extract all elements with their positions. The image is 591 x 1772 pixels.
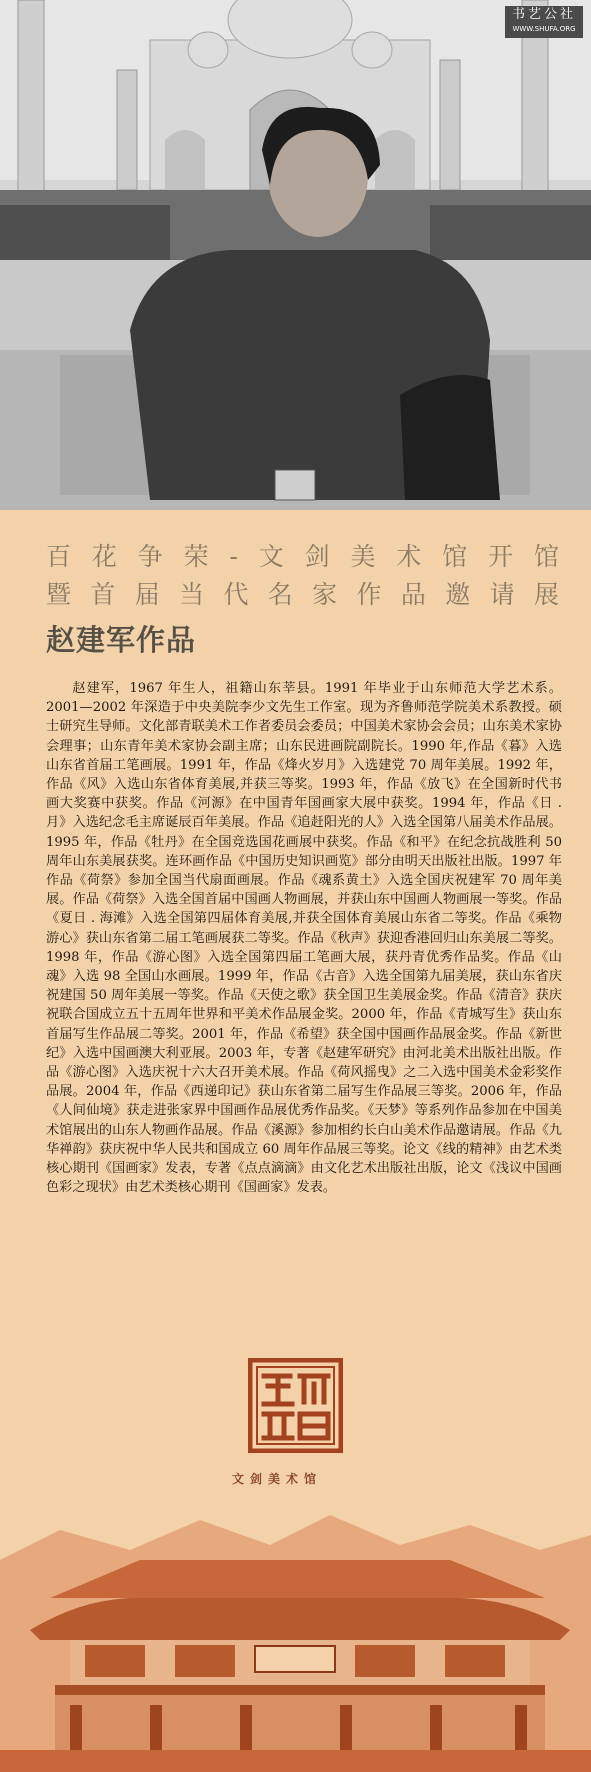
seal-caption: 文剑美术馆	[232, 1472, 323, 1486]
exhibition-heading	[46, 538, 561, 614]
museum-building-illustration	[0, 1490, 591, 1772]
artist-biography: 赵建军，1967 年生人，祖籍山东莘县。1991 年毕业于山东师范大学艺术系。2001—2002 年深造于中央美院李少文先生工作室。现为齐鲁师范学院美术系教授。硕士研究生导师。文化部青联美术工作者委员会委员；中国美术家协会会员；山东美术家协会理事；山东青年美术家协会副主席；山东民进画院副院长。1990 年,作品《暮》入选山东省首届工笔画展。1991 年，作品《烽火岁月》入选建党 70 周年美展。1992 年，作品《风》入选山东省体育美展,并获三等奖。1993 年，作品《放飞》在全国新时代书画大奖赛中获奖。作品《河源》在中国青年国画家大展中获奖。1994 年，作品《日 . 月》入选纪念毛主席诞辰百年美展。作品《追赶阳光的人》入选全国第八届美术作品展。1995 年，作品《牡丹》在全国竞选国花画展中获奖。作品《和平》在纪念抗战胜利 50 周年山东美展获奖。连环画作品《中国历史知识画览》部分由明天出版社出版。1997 年作品《荷祭》参加全国当代扇面画展。作品《魂系黄土》入选全国庆祝建军 70 周年美展。作品《荷祭》入选全国首届中国画人物画展，并获山东中国画人物画展一等奖。作品《夏日 . 海滩》入选全国第四届体育美展,并获全国体育美展山东省二等奖。作品《乘物游心》获山东省第二届工笔画展获二等奖。作品《秋声》获迎香港回归山东美展二等奖。1998 年，作品《游心图》入选全国第四届工笔画大展，获丹青优秀作品奖。作品《山魂》入选 98 全国山水画展。1999 年，作品《古音》入选全国第九届美展，获山东省庆祝建国 50 周年美展一等奖。作品《天使之歌》获全国卫生美展金奖。作品《清音》获庆祝联合国成立五十五周年世界和平美术作品展金奖。2000 年，作品《青城写生》获山东首届写生作品展二等奖。2001 年，作品《希望》获全国中国画作品展金奖。作品《新世纪》入选中国画澳大利亚展。2003 年，专著《赵建军研究》由河北美术出版社出版。作品《游心图》入选庆祝十六大召开美术展。作品《荷风摇曳》之二入选中国美术金彩奖作品展。2004 年，作品《西递印记》获山东省第二届写生作品展三等奖。2006 年，作品《人间仙境》获走进张家界中国画作品展优秀作品奖。《天梦》等系列作品参加在中国美术馆展出的山东人物画作品展。作品《溪源》参加相约长白山美术作品邀请展。作品《九华禅韵》获庆祝中华人民共和国成立 60 周年作品展三等奖。论文《线的精神》由艺术类核心期刊《国画家》发表，专著《点点滴滴》由文化艺术出版社出版，论文《浅议中国画色彩之现状》由艺术类核心期刊《国画家》发表。	[46, 681, 562, 1196]
artist-photo	[0, 0, 591, 510]
heading-line-1: 百花争荣-文剑美术馆开馆	[46, 542, 561, 571]
watermark-text: 书艺公社	[511, 7, 576, 22]
heading-line-2: 暨首届当代名家作品邀请展	[46, 580, 561, 609]
photo-scene	[0, 0, 591, 510]
artist-title: 赵建军作品	[46, 623, 197, 657]
seal-stamp	[248, 1358, 343, 1453]
watermark-url: WWW.SHUFA.ORG	[512, 25, 576, 33]
watermark-logo	[505, 6, 583, 38]
